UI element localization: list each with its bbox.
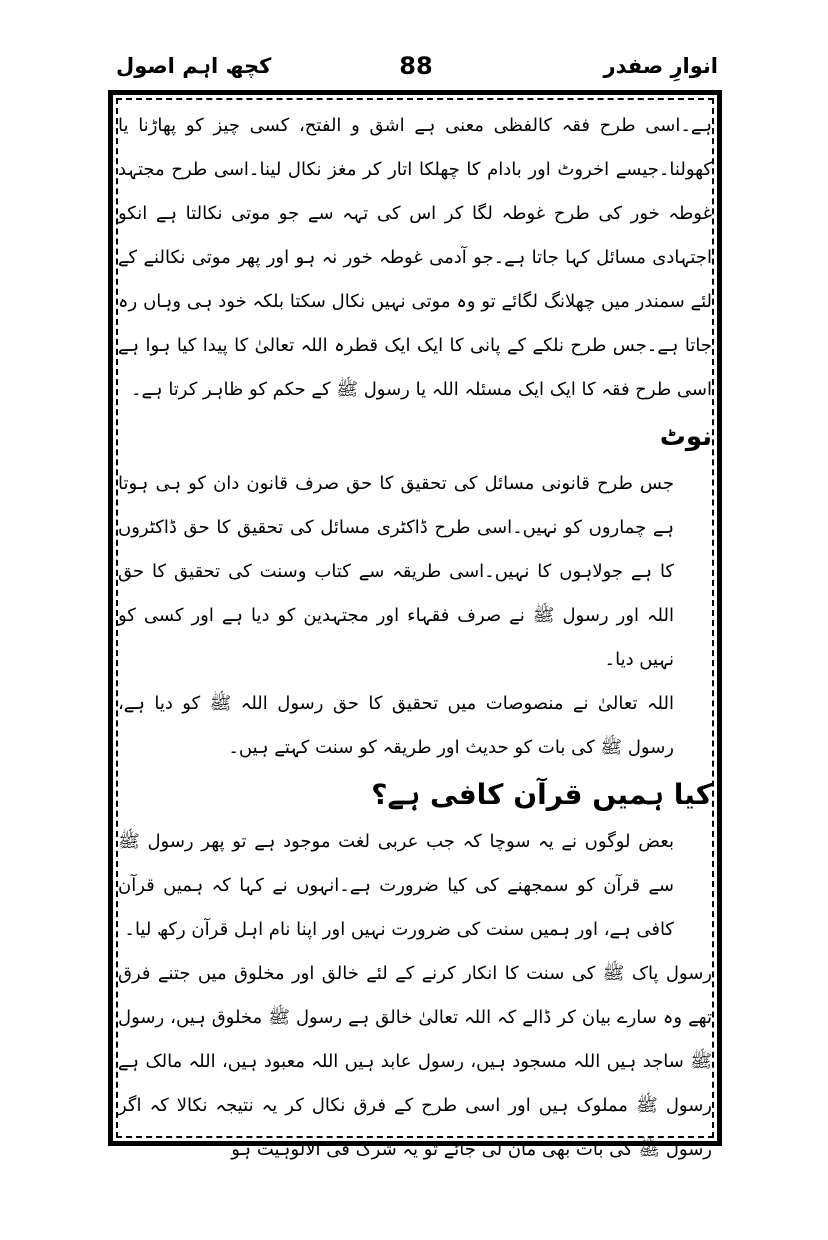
paragraph-hadith-sunnah: اللہ تعالیٰ نے منصوصات میں تحقیق کا حق رسول اللہ ﷺ کو دیا ہے، رسول ﷺ کی بات کو حدیث اور طریقہ کو سنت کہتے ہیں۔ <box>118 693 674 758</box>
paragraph-ahl-quran: بعض لوگوں نے یہ سوچا کہ جب عربی لغت موجود ہے تو پھر رسول ﷺ سے قرآن کو سمجھنے کی کیا ضرورت ہے۔انہوں نے کہا کہ ہمیں قرآن کافی ہے، اور ہمیں سنت کی ضرورت نہیں اور اپنا نام اہل قرآن رکھ لیا۔ <box>118 831 674 940</box>
chapter-title: کچھ اہم اصول <box>116 54 272 78</box>
page-body <box>118 104 712 1160</box>
book-title: انوارِ صفدر <box>603 54 718 78</box>
paragraph-creator-creation: رسول پاک ﷺ کی سنت کا انکار کرنے کے لئے خالق اور مخلوق میں جتنے فرق تھے وہ سارے بیان کر ڈالے کہ اللہ تعالیٰ خالق ہے رسول ﷺ مخلوق ہیں، رسول ﷺ ساجد ہیں اللہ مسجود ہیں، رسول عابد ہیں اللہ معبود ہیں، اللہ مالک ہے رسول ﷺ مملوک ہیں اور اسی طرح کے فرق نکال کر یہ نتیجہ نکالا کہ اگر رسول ﷺ کی بات بھی مان لی جائے تو یہ شرک فی الالوہیت ہو <box>118 963 712 1160</box>
heading-is-quran-enough: کیا ہمیں قرآن کافی ہے؟ <box>371 778 712 811</box>
page-header <box>110 50 722 92</box>
heading-note: نوٹ <box>659 422 712 452</box>
paragraph-research-right: جس طرح قانونی مسائل کی تحقیق کا حق صرف قانون دان کو ہی ہوتا ہے چماروں کو نہیں۔اسی طرح ڈاکٹری مسائل کی تحقیق کا حق ڈاکٹروں کا ہے جولاہوں کا نہیں۔اسی طریقہ سے کتاب وسنت کی تحقیق کا حق اللہ اور رسول ﷺ نے صرف فقہاء اور مجتہدین کو دیا ہے اور کسی کو نہیں دیا۔ <box>118 473 674 670</box>
paragraph-fiqh-meaning: ہے۔اسی طرح فقہ کالفظی معنی ہے اشق و الفتح، کسی چیز کو پھاڑنا یا کھولنا۔جیسے اخروٹ اور بادام کا چھلکا اتار کر مغز نکال لینا۔اسی طرح مجتہد غوطہ خور کی طرح غوطہ لگا کر اس کی تہہ سے جو موتی نکالتا ہے انکو اجتہادی مسائل کہا جاتا ہے۔جو آدمی غوطہ خور نہ ہو اور پھر موتی نکالنے کے لئے سمندر میں چھلانگ لگائے تو وہ موتی نہیں نکال سکتا بلکہ خود ہی وہاں رہ جاتا ہے۔جس طرح نلکے کے پانی کا ایک ایک قطرہ اللہ تعالیٰ کا پیدا کیا ہوا ہے اسی طرح فقہ کا ایک ایک مسئلہ اللہ یا رسول ﷺ کے حکم کو ظاہر کرتا ہے۔ <box>118 115 712 400</box>
page-number: 88 <box>399 52 433 80</box>
